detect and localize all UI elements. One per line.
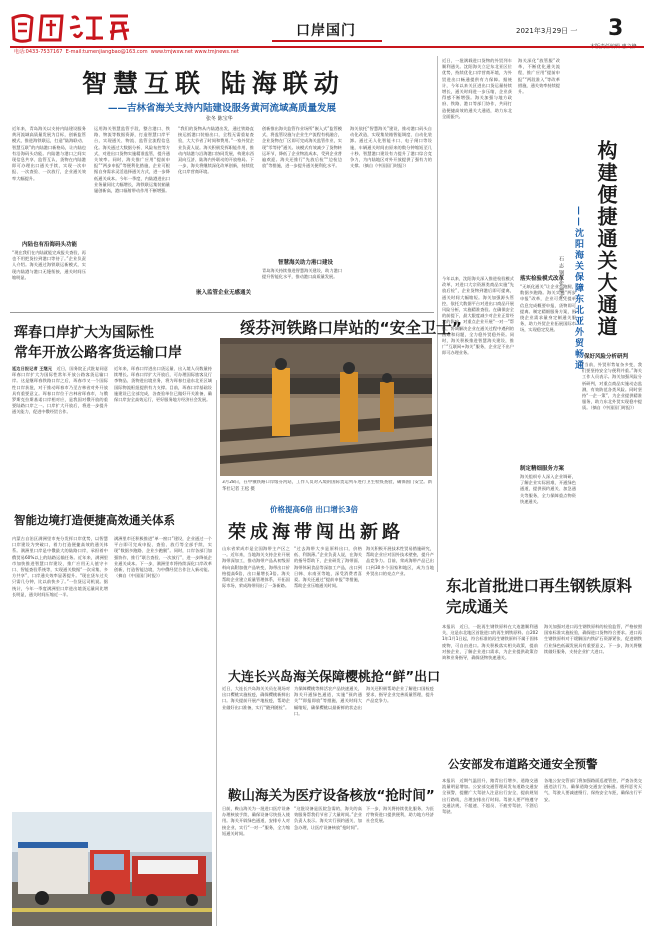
rail-photo	[220, 338, 432, 476]
left-story-1	[10, 316, 214, 506]
section-banner	[272, 18, 382, 40]
story-7-col-1: 本报讯 近期气温回升，踏青出行增多，道路交通流量明显增加。公安部交通管理局发布道路交通安全预警，提醒广大驾驶人注意出行安全，提前规划出行路线，合理安排出行时间。驾驶人要严格遵守交通法规，不超速、不超员、不疲劳驾驶、不酒后驾驶。	[442, 778, 538, 815]
story-3-col-2: “过去海带大多是原料出口，价格低、利润薄。”企业负责人说，在海关的指导帮助下，企业研发了海带面、海带休闲食品等深加工产品，出口到日韩、东南亚等地，深受消费者喜爱。海关还通过“提前申报”等措施，帮助企业压缩通关时间。	[294, 546, 362, 589]
column-divider	[437, 56, 438, 572]
story-5-col-2: 为保障樱桃等鲜活农产品快速通关，海关开通绿色通道，实施“预约通关”“即报即放”等措施，通关时间大幅缩短，确保樱桃以最新鲜的状态出口。	[294, 686, 362, 716]
section-title: 口岸国门	[296, 23, 356, 39]
story-4-headline: 东北首批进口再生钢铁原料完成通关	[446, 577, 633, 616]
side-headline: 构建便捷通关大通道	[594, 140, 618, 338]
main-section-h3: 嵌入监管企业无感通关	[196, 290, 252, 296]
left-story-2-body-2: 满洲里市还积极推进“单一窗口”建设，企业通过一个平台即可完成申报、查验、放行等全部手续，实现“数据多跑路、企业少跑腿”。同时，口岸各部门加强协作，推行“联合查验、一次放行”，进一步降低企业通关成本。下一步，满洲里市将持续深化口岸改革创新，打造智能边境，为中俄经贸合作注入新动能。（摘自《中国国门时报》）	[114, 536, 212, 579]
story-6-col-3: 下一步，海关将持续优化服务，为医疗物资进口提供便利，助力地方经济社会发展。	[366, 806, 434, 824]
newspaper-logo	[10, 10, 134, 48]
left-story-2-body-1: 内蒙古自治区满洲里市充分发挥口岸优势，以智慧口岸建设为突破口，着力打造便捷高效的通关体系。满洲里口岸是中俄最大的陆路口岸，承担着中俄贸易60%以上的陆路运输任务。近年来，满洲里市加快推进智慧口岸建设，推广应用无人值守卡口、智能查验系统等，实现通关数据“一次采集、多方共享”，口岸通关效率显著提升。“现在货车过关只需几分钟，比以前快多了。”一位货运司机说。据统计，今年一季度满洲里口岸进出境货运量同比增长明显，通关时间压缩近一半。	[12, 536, 108, 597]
side-col-2: 海关深化“放管服”改革，不断优化通关流程，推广应用“提前申报”“两段准入”等改革措施，通关效率持续提升。	[518, 58, 560, 95]
left-story-1-headline-2: 常年开放公路客货运输口岸	[14, 345, 182, 361]
side-byline: 石志钢 张德平	[558, 256, 564, 302]
side-section-h3: 保好风险分析研判	[584, 354, 629, 360]
left-story-2	[10, 508, 214, 736]
side-subhead: ——沈阳海关保障东北亚外贸畅通	[573, 206, 583, 371]
story-3-col-3: 海关积极开展技术性贸易措施研究，帮助企业应对国外技术壁垒，提升产品竞争力。目前，荣成海带产品已出口到30多个国家和地区，成为当地外贸出口的亮点产业。	[366, 546, 434, 576]
main-section-h1: 内陆也有沿海码头功能	[22, 242, 78, 248]
main-story	[10, 52, 434, 310]
masthead-rule	[10, 46, 644, 48]
side-col-5: “当前，外贸形势复杂多变，我们要坚持安全与便利并重。”海关工作人员表示。海关加强风险分析研判，对重点商品实施动态监测，有效防范各类风险。同时坚持“一企一策”，为企业提供精准服务，助力东北外贸实现稳中提质。（摘自《中国国门时报》）	[582, 362, 642, 411]
story-4-col-1: 本报讯 近日，一批再生钢铁原料在大连港顺利通关，这是东北地区首批进口的再生钢铁原料。自2021年1月1日起，符合标准的再生钢铁原料不属于固体废物，可自由进口。海关积极落实相关政策，提前对接企业，了解企业进口需求，为企业提供政策咨询和业务指导，确保货物快速通关。	[442, 624, 538, 661]
main-subhead: ——吉林省海关支持内陆建设服务黄河流域高质量发展	[108, 103, 337, 114]
story-5-headline: 大连长兴岛海关保障樱桃抢“鲜”出口	[228, 670, 441, 685]
left-story-1-byline: 延边日报记者 王继元	[12, 366, 53, 371]
left-story-1-body-2: 近年来，珲春口岸进出口货运量、出入境人员数量持续增长。珲春口岸扩大开放后，可办理国际旅客及行李物品、货物进出境业务，将为珲春打造东北亚区域国际物流枢纽提供有力支撑。目前，珲春口岸基础设施建设已全部完成，各查验单位已做好开关准备，确保口岸安全高效运行，更好服务地方经济社会发展。	[114, 366, 212, 403]
main-col-1: 近年来，青岛海关以支持内陆建设服务黄河流域高质量发展为目标，创新监管模式，推进海铁联运，打造“陆海联动、智慧互联”的内陆港口新格局，让内陆也有沿海码头功能。内陆港与港口之间实现信息共享、监管互认，货物在内陆港即可办理出口通关手续，实现一次申报、一次查验、一次放行，企业通关效率大幅提升。	[12, 126, 86, 181]
story-4	[440, 574, 644, 750]
photo-story-headline: 绥芬河铁路口岸站的“安全卫士”	[240, 319, 462, 337]
main-byline: 张冬 陈宝华	[206, 116, 233, 122]
story-3	[220, 500, 434, 660]
column-divider-2	[216, 380, 217, 926]
story-7-col-2: 各地公安交管部门将加强路面巡逻管控，严查各类交通违法行为，确保道路交通安全畅通。遇到恶劣天气，驾驶人要减速慢行、保持安全车距，确保出行平安。	[544, 778, 642, 802]
left-story-2-credit: （摘自《中国国门时报》）	[114, 573, 163, 579]
main-col-4: 创新推出海关监管作业场所“嵌入式”监管模式，将监管设施与企业生产流程有机融合，企业货物在厂区即可完成海关监管作业，实现“零等待”通关。该模式有效减少了货物转运环节，降低了企业物流成本，受到企业普遍欢迎。海关还推行“先放后检”“边检边放”等措施，进一步提升通关便利化水平。	[262, 126, 342, 169]
section-rule	[10, 312, 434, 313]
story-6	[220, 780, 434, 926]
side-col-4: “无纸化通关”让企业少跑腿，数据多跑路。海关实施“两步申报”改革，企业可先凭提单信息完成概要申报，货物即可提离。制定精细服务方案，围绕企业需求量身定制通关服务，助力外贸企业拓展国际市场，实现稳定发展。	[520, 284, 576, 333]
story-7-headline: 公安部发布道路交通安全预警	[448, 757, 598, 771]
story-5-col-3: 海关还积极帮助企业了解进口国检疫要求，指导企业完善质量管理，提升产品竞争力。	[366, 686, 434, 704]
left-story-1-body-1: 延边日报记者 王继元 近日，国务院正式批复同意珲春口岸扩大为国际性常年开放公路客货运输口岸。这是继珲春铁路口岸之后，珲春市又一个国际性口岸获批，对于推动珲春市乃至吉林省对外开放具有重要意义。珲春口岸位于吉林省珲春市，与俄罗斯克拉斯基诺口岸相对应，是我国对俄开放的重要陆路口岸之一。口岸扩大开放后，将进一步提升通关能力，促进中俄经贸合作。	[12, 366, 108, 415]
page-number: 3	[608, 16, 624, 41]
phone: 电话:0433-7537167	[14, 49, 63, 55]
main-col-4b: 青岛海关持续推进智慧海关建设，助力港口提升智能化水平，推动港口高质量发展。	[262, 268, 342, 280]
story-3-headline: 荣成海带闯出新路	[228, 522, 404, 543]
logo-calligraphy-icon	[10, 10, 134, 46]
main-col-5: 海关依托“智慧海关”建设，推动港口码头自动化改造，实现集装箱智能调度、自动化装卸。通过无人化智能卡口、电子闸口等设施，车辆通关时间由原来的数分钟缩短至几十秒。智慧港口建设有力提升了港口综合竞争力，为内陆地区对外开放提供了强有力的支撑。（摘自《中国国门时报》）	[350, 126, 432, 169]
side-story	[440, 56, 644, 572]
main-col-3: “我们的货物从内陆港出发，通过铁路直接运抵港口装船出口，全程无需重复查验，大大节省了时间和费用。”一家外贸企业负责人说。海关积极发挥职能作用，推动内陆港与沿海港口协同发展，构建东西双向互济、陆海内外联动的开放格局。下一步，海关将继续深化改革创新，持续优化口岸营商环境。	[178, 126, 254, 175]
left-story-1-headline-1: 珲春口岸扩大为国际性	[14, 325, 154, 341]
side-section-h2: 制定精细服务方案	[520, 466, 565, 472]
story-4-headline-line	[446, 576, 638, 618]
story-6-headline: 鞍山海关为医疗设备核放“抢时间”	[228, 788, 435, 804]
main-section-h2: 智慧海关助力港口建设	[278, 260, 334, 266]
story-6-col-2: “这批设备是医院急需的，海关的高效服务帮我们节省了大量时间。”企业负责人表示。海关实行预约通关、加急办理，让医疗设备核放“抢时间”。	[294, 806, 362, 830]
side-col-1: 近日，一批满载进口货物的外贸列车顺利通关。沈阳海关立足东北亚区位优势，持续优化口岸营商环境，为外贸进出口畅通提供有力保障。据统计，今年以来关区进出口货运量持续增长，通关时间进一步压缩，企业获得感不断增强。海关加强与地方政府、铁路、港口等部门协作，共同打造便捷高效的通关大通道，助力东北全面振兴。	[442, 58, 512, 119]
story-3-kicker: 价格提高6倍 出口增长3倍	[270, 505, 359, 514]
website: www.tmjwxw.net www.tmjnews.net	[150, 49, 239, 55]
story-6-col-1: 日前，鞍山海关为一批进口医疗设备办理核放手续，确保设备尽快投入使用。海关开辟绿色通道，安排专人对接企业，实行“一对一”服务，全力缩短通关时间。	[222, 806, 290, 836]
issue-date: 2021年3月29日 一	[516, 27, 578, 35]
trucks-photo	[12, 812, 212, 926]
story-3-col-1: 山东省荣成市是全国海带主产区之一。近年来，当地海关支持企业开展海带深加工，推动海带产品从初级原料向高附加值产品转变，海带出口价格提高6倍，出口量增长3倍。海关帮助企业建立质量管理体系，开拓国际市场，荣成海带闯出了一条新路。	[222, 546, 290, 589]
side-col-4b: 海关组织专人深入企业调研，了解企业实际困难，开通绿色通道，提供预约通关、加急通关等服务，全力保障重点物资快速通关。	[520, 474, 576, 504]
main-headline: 智慧互联 陆海联动	[82, 69, 345, 98]
story-7	[440, 752, 644, 926]
story-5-col-1: 近日，大连长兴岛海关关员在现场对出口樱桃实施检疫，确保樱桃新鲜出口。海关提前开展产地检疫，帮助企业做好出口准备，实行“随到随检”。	[222, 686, 290, 710]
story-4-col-2: 海关加强对进口再生钢铁原料的检验监管，严格按照国家标准实施检验，确保进口货物符合要求。进口再生钢铁原料对于缓解国内铁矿石资源紧张、促进钢铁行业绿色低碳发展具有重要意义。下一步，海关将继续做好服务，支持企业扩大进口。	[544, 624, 642, 654]
side-col-3: 今年以来，沈阳海关深入推进检验模式改革，对进口大宗资源类商品实施“先放后检”，企业货物到港后即可提离，通关时间大幅缩短。海关加强源头管控，依托大数据平台对进出口商品开展风险分析，实施精准查验。在确保安全的前提下，最大限度减少对企业正常经营的影响。对重点企业开展“一对一”帮扶，协调解决企业在通关过程中遇到的困难和问题，全力稳外贸稳外资。同时，海关积极推进智慧海关建设，推广“互联网+海关”服务，企业足不出户即可办理业务。	[442, 276, 514, 356]
left-story-2-headline: 智能边境打造便捷高效通关体系	[14, 513, 175, 527]
side-section-h1: 落实检验模式改革	[520, 276, 565, 282]
story-5	[220, 662, 441, 780]
main-col-1b: “现在我们在内陆就能完成报关查验，再也不用把货拉到港口等待了。”企业负责人介绍。海关通过海铁联运新模式，实现内陆港与港口无缝衔接，通关时间压缩明显。	[12, 250, 86, 280]
photo-caption: 3月28日，在中俄铁路口岸绥芬河站，工作人员对入境的国际货运列车进行卫生检疫查验，确保国门安全。新华社记者 王松 摄	[222, 480, 432, 492]
email: E-mail:tumenjiangbao@163.com	[65, 49, 148, 55]
main-col-2: 运用海关智慧监管手段，整合港口、铁路、物流等数据资源，打造智慧口岸平台，实现通关、物流、监管全流程信息化。海关通过大数据分析、风险布控等方式，对进出口货物实施精准监管，提升通关效率。同时，海关推广应用“提前申报”“两步申报”等便利化措施，企业可根据自身需求灵活选择通关方式，进一步降低通关成本。今年一季度，内陆港进出口业务量同比大幅增长，海铁联运集装箱量屡创新高，港口辐射带动作用不断增强。	[94, 126, 170, 194]
